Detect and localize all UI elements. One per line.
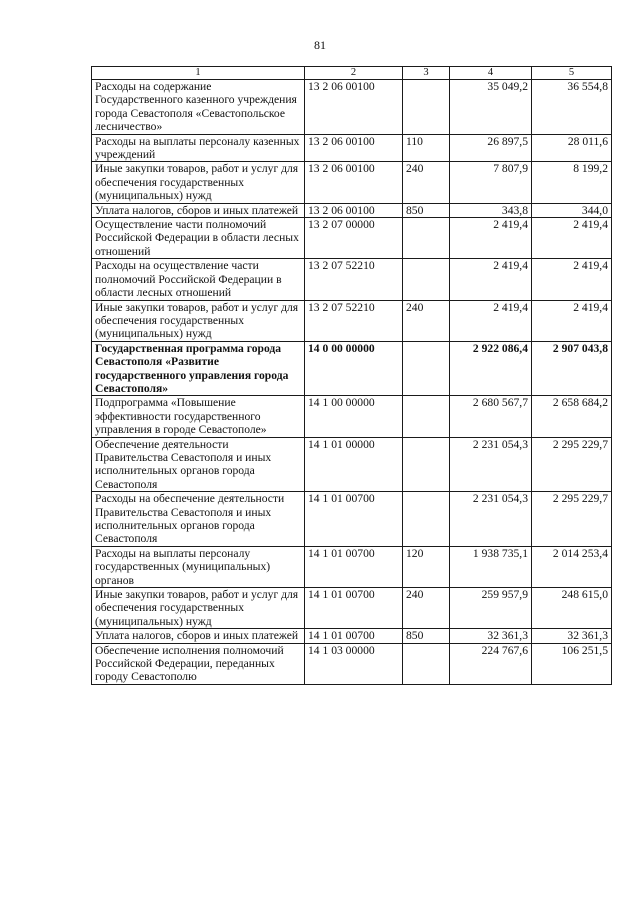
row-value-2026-cell: 2 658 684,2 — [532, 396, 612, 437]
row-value-2025-cell: 26 897,5 — [450, 134, 532, 162]
row-name-cell: Иные закупки товаров, работ и услуг для обеспечения государственных (муниципальных) нужд — [92, 300, 305, 341]
row-value-2026-cell: 2 419,4 — [532, 300, 612, 341]
table-row — [92, 80, 612, 135]
row-value-2026-cell: 28 011,6 — [532, 134, 612, 162]
row-value-2026-cell: 248 615,0 — [532, 588, 612, 629]
row-type-cell: 240 — [403, 162, 450, 203]
row-type-cell — [403, 437, 450, 492]
row-type-cell — [403, 396, 450, 437]
row-value-2025-cell: 259 957,9 — [450, 588, 532, 629]
table-row — [92, 259, 612, 300]
row-value-2026-cell: 106 251,5 — [532, 643, 612, 684]
row-value-2026-cell: 2 295 229,7 — [532, 492, 612, 547]
table-row — [92, 203, 612, 217]
row-value-2025-cell: 2 231 054,3 — [450, 437, 532, 492]
row-value-2025-cell: 224 767,6 — [450, 643, 532, 684]
row-type-cell: 240 — [403, 300, 450, 341]
row-code-cell: 14 1 01 00000 — [305, 437, 403, 492]
row-value-2025-cell: 2 419,4 — [450, 259, 532, 300]
row-value-2026-cell: 2 295 229,7 — [532, 437, 612, 492]
row-code-cell: 14 1 03 00000 — [305, 643, 403, 684]
row-name-cell: Уплата налогов, сборов и иных платежей — [92, 203, 305, 217]
row-code-cell: 13 2 07 52210 — [305, 300, 403, 341]
table-header-row — [92, 67, 612, 80]
table-row — [92, 134, 612, 162]
row-value-2026-cell: 344,0 — [532, 203, 612, 217]
row-value-2025-cell: 2 231 054,3 — [450, 492, 532, 547]
row-value-2025-cell: 2 419,4 — [450, 300, 532, 341]
row-value-2025-cell: 2 680 567,7 — [450, 396, 532, 437]
row-code-cell: 14 0 00 00000 — [305, 341, 403, 396]
row-type-cell: 120 — [403, 546, 450, 587]
row-code-cell: 13 2 06 00100 — [305, 134, 403, 162]
row-code-cell: 13 2 07 00000 — [305, 218, 403, 259]
table-row — [92, 341, 612, 396]
column-header: 4 — [450, 67, 532, 80]
row-name-cell: Обеспечение исполнения полномочий Российской Федерации, переданных городу Севастополю — [92, 643, 305, 684]
row-name-cell: Расходы на выплаты персоналу казенных учреждений — [92, 134, 305, 162]
row-code-cell: 13 2 07 52210 — [305, 259, 403, 300]
row-name-cell: Иные закупки товаров, работ и услуг для обеспечения государственных (муниципальных) нужд — [92, 588, 305, 629]
row-value-2026-cell: 8 199,2 — [532, 162, 612, 203]
table-row — [92, 588, 612, 629]
table-row — [92, 437, 612, 492]
table-row — [92, 629, 612, 643]
row-code-cell: 14 1 00 00000 — [305, 396, 403, 437]
table-row — [92, 492, 612, 547]
table-row — [92, 546, 612, 587]
row-name-cell: Государственная программа города Севастополя «Развитие государственного управления города Севастополя» — [92, 341, 305, 396]
row-name-cell: Уплата налогов, сборов и иных платежей — [92, 629, 305, 643]
row-value-2025-cell: 1 938 735,1 — [450, 546, 532, 587]
row-type-cell: 110 — [403, 134, 450, 162]
row-name-cell: Иные закупки товаров, работ и услуг для обеспечения государственных (муниципальных) нужд — [92, 162, 305, 203]
column-header: 2 — [305, 67, 403, 80]
row-name-cell: Расходы на осуществление части полномочий Российской Федерации в области лесных отношений — [92, 259, 305, 300]
row-code-cell: 13 2 06 00100 — [305, 80, 403, 135]
column-header: 5 — [532, 67, 612, 80]
row-value-2025-cell: 343,8 — [450, 203, 532, 217]
column-header: 3 — [403, 67, 450, 80]
row-type-cell — [403, 643, 450, 684]
row-name-cell: Расходы на выплаты персоналу государственных (муниципальных) органов — [92, 546, 305, 587]
row-name-cell: Расходы на содержание Государственного казенного учреждения города Севастополя «Севастопольское лесничество» — [92, 80, 305, 135]
row-code-cell: 14 1 01 00700 — [305, 492, 403, 547]
row-type-cell — [403, 80, 450, 135]
table-row — [92, 162, 612, 203]
row-code-cell: 14 1 01 00700 — [305, 629, 403, 643]
row-name-cell: Обеспечение деятельности Правительства Севастополя и иных исполнительных органов города Севастополя — [92, 437, 305, 492]
row-name-cell: Осуществление части полномочий Российской Федерации в области лесных отношений — [92, 218, 305, 259]
row-value-2026-cell: 36 554,8 — [532, 80, 612, 135]
row-value-2025-cell: 32 361,3 — [450, 629, 532, 643]
table-row — [92, 643, 612, 684]
row-type-cell: 240 — [403, 588, 450, 629]
row-type-cell: 850 — [403, 629, 450, 643]
row-code-cell: 14 1 01 00700 — [305, 588, 403, 629]
budget-table — [91, 66, 612, 685]
row-value-2025-cell: 2 419,4 — [450, 218, 532, 259]
row-type-cell — [403, 341, 450, 396]
row-value-2026-cell: 2 907 043,8 — [532, 341, 612, 396]
table-row — [92, 218, 612, 259]
page-number: 81 — [314, 38, 326, 52]
row-code-cell: 13 2 06 00100 — [305, 162, 403, 203]
row-type-cell: 850 — [403, 203, 450, 217]
row-value-2026-cell: 2 419,4 — [532, 259, 612, 300]
row-value-2026-cell: 32 361,3 — [532, 629, 612, 643]
row-value-2025-cell: 7 807,9 — [450, 162, 532, 203]
row-value-2025-cell: 2 922 086,4 — [450, 341, 532, 396]
row-type-cell — [403, 492, 450, 547]
row-name-cell: Расходы на обеспечение деятельности Правительства Севастополя и иных исполнительных органов города Севастополя — [92, 492, 305, 547]
row-name-cell: Подпрограмма «Повышение эффективности государственного управления в городе Севастополе» — [92, 396, 305, 437]
column-header: 1 — [92, 67, 305, 80]
row-type-cell — [403, 218, 450, 259]
row-type-cell — [403, 259, 450, 300]
row-value-2025-cell: 35 049,2 — [450, 80, 532, 135]
row-value-2026-cell: 2 014 253,4 — [532, 546, 612, 587]
table-row — [92, 396, 612, 437]
table-row — [92, 300, 612, 341]
row-code-cell: 13 2 06 00100 — [305, 203, 403, 217]
row-code-cell: 14 1 01 00700 — [305, 546, 403, 587]
row-value-2026-cell: 2 419,4 — [532, 218, 612, 259]
